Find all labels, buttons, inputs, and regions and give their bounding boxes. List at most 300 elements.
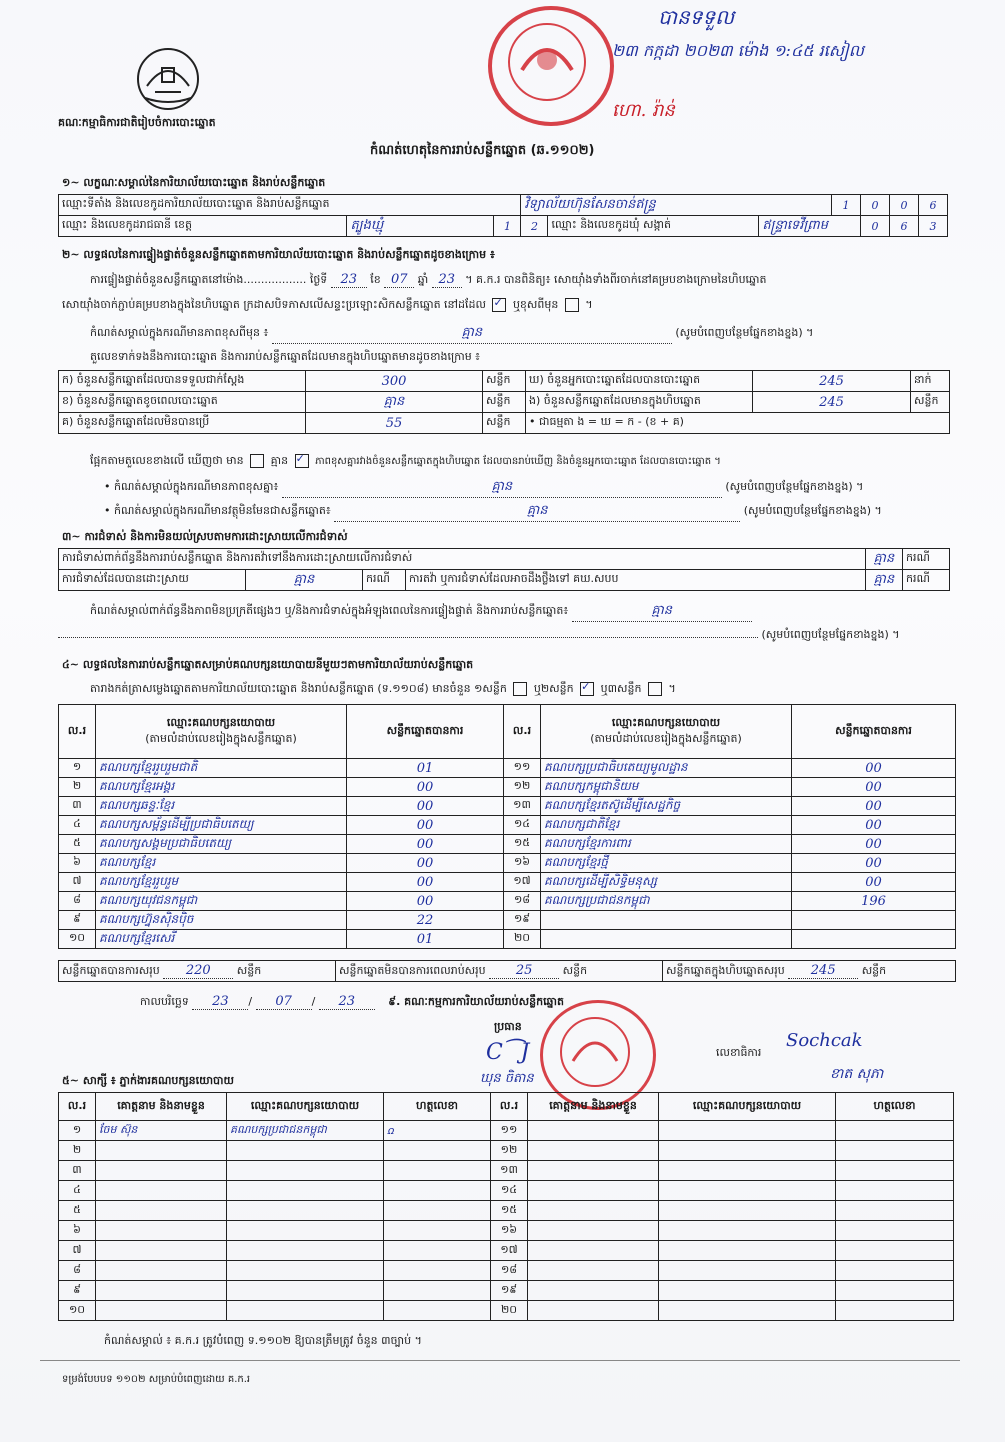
result-party: គណបក្សខ្មែររួបរួមជាតិ [96, 759, 347, 778]
witness-no: ១២ [491, 1141, 528, 1161]
witness-party [659, 1141, 836, 1161]
result-votes: 00 [792, 778, 956, 797]
witness-party: គណបក្សប្រជាជនកម្ពុជា [227, 1121, 384, 1141]
org-name: គណៈកម្មាធិការជាតិរៀបចំការបោះឆ្នោត [58, 116, 216, 129]
polling-station-label: ឈ្មោះទីតាំង និងលេខកូដការិយាល័យបោះឆ្នោត និងរាប់សន្លឹកឆ្នោត [59, 195, 521, 216]
irregularity-note [90, 602, 752, 622]
witness-name [96, 1181, 227, 1201]
section2-heading: ២~ លទ្ធផលនៃការផ្ទៀងផ្ទាត់ចំនួនសន្លឹកឆ្នោតតាមការិយាល័យបោះឆ្នោត និងរាប់សន្លឹកឆ្នោតដូចខាងក្រោម ៖ [62, 248, 495, 261]
unit-sheet: សន្លឹក [483, 392, 526, 413]
result-votes [792, 911, 956, 930]
ballots-in-box-value: 245 [753, 392, 911, 413]
total-invalid-cell [336, 961, 663, 982]
witness-name [96, 1281, 227, 1301]
col-name: គោត្តនាម និងនាមខ្លួន [528, 1093, 659, 1121]
commune-code-digit: 6 [890, 216, 919, 237]
result-no: ៤ [59, 816, 96, 835]
result-row [59, 759, 956, 778]
result-party: គណបក្សកម្ពុជានិយម [541, 778, 792, 797]
witness-signature [836, 1281, 954, 1301]
irregularity-value: គ្មាន [572, 602, 752, 622]
result-no: ១៨ [504, 892, 541, 911]
formula: • ជាធម្មតា ង = ឃ = ក - (ខ + គ) [526, 413, 950, 434]
unit-sheet: សន្លឹក [483, 413, 526, 434]
witness-name [528, 1221, 659, 1241]
footer-divider [40, 1360, 960, 1361]
col-party [541, 705, 792, 759]
result-party: គណបក្សដើម្បីសិទ្ធិមនុស្ស [541, 873, 792, 892]
witness-name [528, 1261, 659, 1281]
unused-ballots-value: 55 [306, 413, 483, 434]
figures-intro: តួលេខទាក់ទងនឹងការបោះឆ្នោត និងការរាប់សន្លឹកឆ្នោតដែលមានក្នុងហិបឆ្នោតមានដូចខាងក្រោម ៖ [90, 350, 481, 363]
complaints-value: គ្មាន [865, 549, 902, 570]
witness-signature [836, 1181, 954, 1201]
witness-signature [836, 1261, 954, 1281]
result-votes: 22 [347, 911, 504, 930]
section3-heading: ៣~ ការជំទាស់ និងការមិនយល់ស្របតាមការដោះស្រាយលើការជំទាស់ [62, 530, 348, 543]
result-no: ១៣ [504, 797, 541, 816]
results-body [59, 759, 956, 949]
section1-table [58, 194, 948, 237]
unit-sheet: សន្លឹក [562, 963, 588, 977]
compare-line [90, 454, 721, 470]
witness-party [659, 1261, 836, 1281]
col-party-label: ឈ្មោះគណបក្សនយោបាយ [166, 715, 276, 729]
result-party: គណបក្សសម្ព័ន្ធដើម្បីប្រជាធិបតេយ្យ [96, 816, 347, 835]
result-no: ១ [59, 759, 96, 778]
commune-code-digit: 0 [861, 216, 890, 237]
result-party [541, 930, 792, 949]
verification-month: 07 [384, 272, 414, 288]
irregularity-label: កំណត់សម្គាល់ពាក់ព័ន្ធនឹងភាពមិនប្រក្រតីផ្សេងៗ ឬ/និងការជំទាស់ក្នុងអំឡុងពេលនៃការផ្ទៀងផ្ទាត់ និងការរាប់សន្លឹកឆ្នោត៖ [90, 604, 569, 617]
witness-party [659, 1201, 836, 1221]
result-party: គណបក្សខ្មែរអង្គរ [96, 778, 347, 797]
result-no: ៨ [59, 892, 96, 911]
unchanged-checkbox[interactable]: ✓ [492, 298, 506, 312]
section4-heading: ៤~ លទ្ធផលនៃការរាប់សន្លឹកឆ្នោតសម្រាប់គណបក្សនយោបាយនីមួយៗតាមការិយាល័យរាប់សន្លឹកឆ្នោត [62, 658, 474, 671]
result-no: ២០ [504, 930, 541, 949]
result-no: ១៦ [504, 854, 541, 873]
result-row [59, 816, 956, 835]
witness-party [659, 1221, 836, 1241]
witness-no: ២០ [491, 1301, 528, 1321]
witness-party [227, 1201, 384, 1221]
section1-heading: ១~ លក្ខណៈសម្គាល់នៃការិយាល័យបោះឆ្នោត និងរាប់សន្លឹកឆ្នោត [62, 176, 326, 189]
difference-note-2-label: • កំណត់សម្គាល់ក្នុងករណីមានភាពខុសគ្នា៖ [104, 480, 279, 493]
unit-case: ករណី [903, 570, 950, 591]
received-ballots-value: 300 [306, 371, 483, 392]
voters-value: 245 [753, 371, 911, 392]
difference-note-2 [104, 478, 863, 498]
commune-value: ឥន្ទ្រាទេវីព្រាម [759, 216, 861, 237]
province-code-digit: 2 [521, 216, 548, 237]
irregularity-line2 [58, 628, 900, 644]
witness-no: ៦ [59, 1221, 96, 1241]
witness-name [528, 1121, 659, 1141]
year-label: ឆ្នាំ [417, 273, 429, 286]
result-no: ១៥ [504, 835, 541, 854]
secretary-label: លេខាធិការ [716, 1046, 762, 1059]
result-row [59, 892, 956, 911]
total-valid-value: 220 [163, 963, 233, 979]
witness-signature [384, 1281, 491, 1301]
official-stamp-top [488, 6, 614, 126]
result-no: ១៩ [504, 911, 541, 930]
irregularity-tail: (សូមបំពេញបន្ថែមផ្នែកខាងខ្នង) ។ [761, 628, 900, 641]
witness-no: ១៨ [491, 1261, 528, 1281]
result-votes: 196 [792, 892, 956, 911]
has-difference-checkbox[interactable] [250, 454, 264, 468]
commune-label: ឈ្មោះ និងលេខកូដឃុំ សង្កាត់ [548, 216, 759, 237]
one-sheet-checkbox[interactable] [513, 682, 527, 696]
result-party: គណបក្សជាតិខ្មែរ [541, 816, 792, 835]
result-no: ៥ [59, 835, 96, 854]
foreign-object-label: • កំណត់សម្គាល់ក្នុងករណីមានវត្ថុមិនមែនជាសន្លឹកឆ្នោត៖ [104, 504, 331, 517]
result-party: គណបក្សខ្មែរ [96, 854, 347, 873]
witness-signature [384, 1161, 491, 1181]
witness-party [227, 1281, 384, 1301]
witness-name [528, 1241, 659, 1261]
witness-no: ២ [59, 1141, 96, 1161]
station-code-digit: 0 [861, 195, 890, 216]
seal-line: សោយ៉ាំងចាក់ភ្ជាប់គម្របខាងក្នុងនៃហិបឆ្នោត ក្រដាសបិទភាសលើសន្ទះប្រឡោះសិកសន្លឹកឆ្នោត នៅដដែល ✓ ឬខុសពីមុន ។ [62, 296, 593, 311]
witness-no: ១១ [491, 1121, 528, 1141]
province-value: ត្បូងឃ្មុំ [347, 216, 494, 237]
result-votes: 00 [347, 892, 504, 911]
result-no: ១២ [504, 778, 541, 797]
witness-name [96, 1201, 227, 1221]
result-party: គណបក្សខ្មែរសេរី [96, 930, 347, 949]
witness-signature [384, 1301, 491, 1321]
witness-row [59, 1181, 954, 1201]
col-no: ល.រ [59, 1093, 96, 1121]
witness-no: ៩ [59, 1281, 96, 1301]
verification-tail: ។ គ.ក.រ បានពិនិត្យ៖ សោយ៉ាំងទាំងពីរចាក់នៅគម្របខាងក្រោមនៃហិបឆ្នោត [465, 273, 767, 286]
result-party: គណបក្សប្រជាជនកម្ពុជា [541, 892, 792, 911]
no-difference-checkbox[interactable]: ✓ [295, 454, 309, 468]
witness-row [59, 1201, 954, 1221]
witness-party [227, 1181, 384, 1201]
witness-party [659, 1241, 836, 1261]
witness-signature [384, 1261, 491, 1281]
witness-signature [836, 1161, 954, 1181]
result-votes: 00 [792, 797, 956, 816]
nec-logo [135, 46, 201, 112]
resolved-label: ការជំទាស់ដែលបានដោះស្រាយ [59, 570, 246, 591]
witness-name [528, 1301, 659, 1321]
witness-signature [384, 1241, 491, 1261]
difference-note-label: កំណត់សម្គាល់ក្នុងករណីមានភាពខុសពីមុន ៖ [90, 326, 269, 339]
witness-signature [836, 1301, 954, 1321]
witness-row [59, 1301, 954, 1321]
witness-name [528, 1181, 659, 1201]
difference-note-tail: (សូមបំពេញបន្ថែមផ្នែកខាងខ្នង) ។ [675, 326, 814, 339]
result-party: គណបក្សខ្មែរការពារ [541, 835, 792, 854]
secretary-signature: Sochcak [786, 1030, 863, 1051]
result-party: គណបក្សយុវជនកម្ពុជា [96, 892, 347, 911]
result-no: ១០ [59, 930, 96, 949]
witness-no: ៣ [59, 1161, 96, 1181]
results-table [58, 704, 956, 949]
witness-name [528, 1141, 659, 1161]
total-box-cell [663, 961, 956, 982]
result-votes: 01 [347, 930, 504, 949]
spoiled-ballots-label: ខ) ចំនួនសន្លឹកឆ្នោតខូចពេលបោះឆ្នោត [59, 392, 306, 413]
compare-text: ផ្អែកតាមតួលេខខាងលើ ឃើញថា មាន [90, 454, 244, 467]
witness-no: ៤ [59, 1181, 96, 1201]
witness-no: ១៣ [491, 1161, 528, 1181]
witness-party [227, 1301, 384, 1321]
form-title: កំណត់ហេតុនៃការរាប់សន្លឹកឆ្នោត (ឆ.១១០២) [370, 143, 595, 158]
received-date-note: ២៣ កក្កដា ២០២៣ ម៉ោង ១:៤៥ រសៀល [612, 41, 864, 60]
verification-text: ការផ្ទៀងផ្ទាត់ចំនួនសន្លឹកឆ្នោតនៅម៉ោង.................. ថ្ងៃទី [90, 273, 328, 286]
result-party [541, 911, 792, 930]
result-row [59, 797, 956, 816]
foreign-object-value: គ្មាន [334, 502, 740, 522]
result-party: គណបក្សខ្មែររួបរួម [96, 873, 347, 892]
result-votes: 00 [347, 873, 504, 892]
polling-station-value: វិទ្យាល័យហ៊ុនសែនចាន់ឥន្ទ្រ [521, 195, 832, 216]
result-no: ១៤ [504, 816, 541, 835]
result-no: ៩ [59, 911, 96, 930]
result-row [59, 873, 956, 892]
total-invalid-label: សន្លឹកឆ្នោតមិនបានការពេលរាប់សរុប [339, 963, 486, 977]
witness-party [659, 1161, 836, 1181]
date-month: 07 [256, 994, 312, 1010]
verification-day: 23 [331, 272, 367, 288]
result-votes: 00 [347, 778, 504, 797]
col-party-sub: (តាមលំដាប់លេខរៀងក្នុងសន្លឹកឆ្នោត) [145, 731, 297, 745]
witness-signature [384, 1221, 491, 1241]
witness-name [528, 1161, 659, 1181]
changed-text: ឬខុសពីមុន [512, 298, 559, 311]
three-sheet-checkbox[interactable] [648, 682, 662, 696]
complaints-label: ការជំទាស់ពាក់ព័ន្ធនឹងការរាប់សន្លឹកឆ្នោត និងការតវ៉ាទៅនឹងការដោះស្រាយលើការជំទាស់ [59, 549, 866, 570]
col-party: ឈ្មោះគណបក្សនយោបាយ [659, 1093, 836, 1121]
result-row [59, 835, 956, 854]
total-invalid-value: 25 [489, 963, 559, 979]
station-code-digit: 1 [832, 195, 861, 216]
appeal-label: ការតវ៉ា ឬការជំទាស់ដែលអាចដឹងថ្លឹងទៅ គឃ.សបប [406, 570, 866, 591]
date-year: 23 [319, 994, 375, 1010]
result-party: គណបក្សហ្វ៊ុនស៊ិនប៉ិច [96, 911, 347, 930]
witness-party [659, 1281, 836, 1301]
province-code-digit: 1 [494, 216, 521, 237]
witness-row [59, 1121, 954, 1141]
witness-row [59, 1241, 954, 1261]
result-no: ៣ [59, 797, 96, 816]
date-label: កាលបរិច្ឆេទ [140, 995, 189, 1008]
date-day: 23 [192, 994, 248, 1010]
witness-signature [836, 1141, 954, 1161]
result-no: ១៧ [504, 873, 541, 892]
witness-party [659, 1181, 836, 1201]
witness-name [96, 1301, 227, 1321]
witness-signature [836, 1201, 954, 1221]
commune-code-digit: 3 [919, 216, 948, 237]
col-votes: សន្លឹកឆ្នោតបានការ [347, 705, 504, 759]
witness-party [227, 1261, 384, 1281]
two-sheet-text: ឬ២សន្លឹក [533, 682, 574, 695]
result-no: ៧ [59, 873, 96, 892]
foreign-object-note [104, 502, 882, 522]
total-box-value: 245 [788, 963, 858, 979]
unit-sheet: សន្លឹក [861, 963, 887, 977]
witness-row [59, 1261, 954, 1281]
ballots-in-box-label: ង) ចំនួនសន្លឹកឆ្នោតដែលមានក្នុងហិបឆ្នោត [526, 392, 753, 413]
witness-name [96, 1261, 227, 1281]
witness-signature [384, 1201, 491, 1221]
irregularity-dots [58, 637, 758, 638]
col-party [96, 705, 347, 759]
unit-case: ករណី [363, 570, 406, 591]
total-box-label: សន្លឹកឆ្នោតក្នុងហិបឆ្នោតសរុប [666, 963, 785, 977]
result-votes: 00 [792, 759, 956, 778]
witness-signature [836, 1121, 954, 1141]
witness-signature [836, 1221, 954, 1241]
witness-no: ១៤ [491, 1181, 528, 1201]
witness-row [59, 1221, 954, 1241]
seal-text: សោយ៉ាំងចាក់ភ្ជាប់គម្របខាងក្នុងនៃហិបឆ្នោត ក្រដាសបិទភាសលើសន្ទះប្រឡោះសិកសន្លឹកឆ្នោត នៅដដែល [62, 298, 486, 311]
result-no: ៦ [59, 854, 96, 873]
chair-signature: C⁀J [486, 1040, 530, 1065]
difference-note-2-tail: (សូមបំពេញបន្ថែមផ្នែកខាងខ្នង) ។ [725, 480, 864, 493]
col-party: ឈ្មោះគណបក្សនយោបាយ [227, 1093, 384, 1121]
result-row [59, 930, 956, 949]
witness-name: ចែម ស៊ុន [96, 1121, 227, 1141]
result-no: ២ [59, 778, 96, 797]
result-party: គណបក្សឆន្ទៈខ្មែរ [96, 797, 347, 816]
result-row [59, 854, 956, 873]
witness-no: ៥ [59, 1201, 96, 1221]
chair-name: ឃុន ចិតាន [480, 1071, 534, 1086]
total-valid-label: សន្លឹកឆ្នោតបានការសរុប [62, 963, 160, 977]
witness-no: ១ [59, 1121, 96, 1141]
witness-party [227, 1161, 384, 1181]
witness-name [96, 1241, 227, 1261]
witness-no: ៧ [59, 1241, 96, 1261]
witness-body [59, 1121, 954, 1321]
witness-party [659, 1121, 836, 1141]
result-votes: 00 [347, 816, 504, 835]
secretary-name: ខាត សុភា [830, 1066, 884, 1082]
witness-signature [384, 1181, 491, 1201]
resolved-value: គ្មាន [246, 570, 363, 591]
result-party: គណបក្សខ្មែរតស៊ូដើម្បីសេដ្ឋកិច្ច [541, 797, 792, 816]
footnote: កំណត់សម្គាល់ ៖ គ.ក.រ ត្រូវបំពេញ ទ.១១០២ ឱ្យបានត្រឹមត្រូវ ចំនួន ៣ច្បាប់ ។ [104, 1334, 422, 1347]
result-votes: 00 [792, 873, 956, 892]
unit-case: ករណី [903, 549, 950, 570]
result-votes [792, 930, 956, 949]
col-votes: សន្លឹកឆ្នោតបានការ [792, 705, 956, 759]
voters-label: ឃ) ចំនួនអ្នកបោះឆ្នោតដែលបានបោះឆ្នោត [526, 371, 753, 392]
witness-name [96, 1141, 227, 1161]
verification-line [90, 272, 950, 289]
received-sign-note: ហោ. រ៉ាន់ [612, 100, 675, 121]
col-name: គោត្តនាម និងនាមខ្លួន [96, 1093, 227, 1121]
col-no: ល.រ [504, 705, 541, 759]
col-sign: ហត្ថលេខា [836, 1093, 954, 1121]
station-code-digit: 6 [919, 195, 948, 216]
unit-sheet: សន្លឹក [236, 963, 262, 977]
section5-heading: ៥~ សាក្សី ៖ ភ្នាក់ងារគណបក្សនយោបាយ [62, 1074, 235, 1087]
witness-party [227, 1221, 384, 1241]
unit-sheet: សន្លឹក [911, 392, 950, 413]
witness-name [528, 1201, 659, 1221]
changed-checkbox[interactable] [565, 298, 579, 312]
witness-no: ១៩ [491, 1281, 528, 1301]
result-votes: 00 [347, 835, 504, 854]
tally-sheet-text: តារាងកត់ត្រាសម្លេងឆ្នោតតាមការិយាល័យបោះឆ្នោត និងរាប់សន្លឹកឆ្នោត (ទ.១១០៨) មានចំនួន ១សន្លឹក [90, 682, 507, 695]
witness-row [59, 1281, 954, 1301]
witness-no: ១៥ [491, 1201, 528, 1221]
verification-year: 23 [432, 272, 462, 288]
witness-signature: ꭥ [384, 1121, 491, 1141]
tally-sheet-line: តារាងកត់ត្រាសម្លេងឆ្នោតតាមការិយាល័យបោះឆ្នោត និងរាប់សន្លឹកឆ្នោត (ទ.១១០៨) មានចំនួន ១សន្លឹក ឬ២សន្លឹក ✓ ឬ៣សន្លឹក ។ [90, 680, 676, 695]
three-sheet-text: ឬ៣សន្លឹក [600, 682, 642, 695]
witness-table [58, 1092, 954, 1321]
witness-name [528, 1281, 659, 1301]
result-votes: 00 [792, 816, 956, 835]
col-party-label: ឈ្មោះគណបក្សនយោបាយ [611, 715, 721, 729]
complaints-table [58, 548, 950, 591]
col-no: ល.រ [59, 705, 96, 759]
date-line: កាលបរិច្ឆេទ 23 / 07 / 23 ៩. គណៈកម្មការការិយាល័យរាប់សន្លឹកឆ្នោត [140, 994, 565, 1009]
witness-party [227, 1141, 384, 1161]
witness-name [96, 1221, 227, 1241]
received-note: បានទទួល [658, 5, 735, 29]
result-row [59, 911, 956, 930]
witness-no: ១០ [59, 1301, 96, 1321]
station-code-digit: 0 [890, 195, 919, 216]
col-sign: ហត្ថលេខា [384, 1093, 491, 1121]
unit-person: នាក់ [911, 371, 950, 392]
witness-name [96, 1161, 227, 1181]
result-row [59, 778, 956, 797]
result-votes: 00 [347, 854, 504, 873]
received-ballots-label: ក) ចំនួនសន្លឹកឆ្នោតដែលបានទទួលជាក់ស្តែង [59, 371, 306, 392]
compare-none-text: គ្មាន [270, 454, 289, 467]
witness-row [59, 1141, 954, 1161]
witness-signature [384, 1141, 491, 1161]
appeal-value: គ្មាន [865, 570, 902, 591]
result-votes: 00 [792, 835, 956, 854]
two-sheet-checkbox[interactable]: ✓ [580, 682, 594, 696]
unit-sheet: សន្លឹក [483, 371, 526, 392]
compare-tail: ភាពខុសគ្នារវាងចំនួនសន្លឹកឆ្នោតក្នុងហិបឆ្នោត ដែលបានរាប់ឃើញ និងចំនួនអ្នកបោះឆ្នោត ដែលបានបោះឆ្នោត ។ [315, 456, 721, 467]
witness-party [659, 1301, 836, 1321]
result-party: គណបក្សខ្មែរថ្មី [541, 854, 792, 873]
total-valid-cell [59, 961, 336, 982]
result-votes: 00 [347, 797, 504, 816]
result-party: គណបក្សប្រជាធិបតេយ្យមូលដ្ឋាន [541, 759, 792, 778]
month-label: ខែ [370, 273, 381, 286]
witness-no: ១៦ [491, 1221, 528, 1241]
witness-no: ១៧ [491, 1241, 528, 1261]
result-votes: 00 [792, 854, 956, 873]
result-no: ១១ [504, 759, 541, 778]
witness-signature [836, 1241, 954, 1261]
province-label: ឈ្មោះ និងលេខកូដរាជធានី ខេត្ត [59, 216, 347, 237]
form-footer: ទម្រង់បែបបទ ១១០២ សម្រាប់បំពេញដោយ គ.ក.រ [62, 1374, 251, 1385]
witness-no: ៨ [59, 1261, 96, 1281]
foreign-object-tail: (សូមបំពេញបន្ថែមផ្នែកខាងខ្នង) ។ [743, 504, 882, 517]
difference-note-value: គ្មាន [272, 324, 672, 344]
totals-table [58, 960, 956, 982]
col-party-sub: (តាមលំដាប់លេខរៀងក្នុងសន្លឹកឆ្នោត) [590, 731, 742, 745]
witness-party [227, 1241, 384, 1261]
committee-label: ៩. គណៈកម្មការការិយាល័យរាប់សន្លឹកឆ្នោត [388, 995, 565, 1008]
